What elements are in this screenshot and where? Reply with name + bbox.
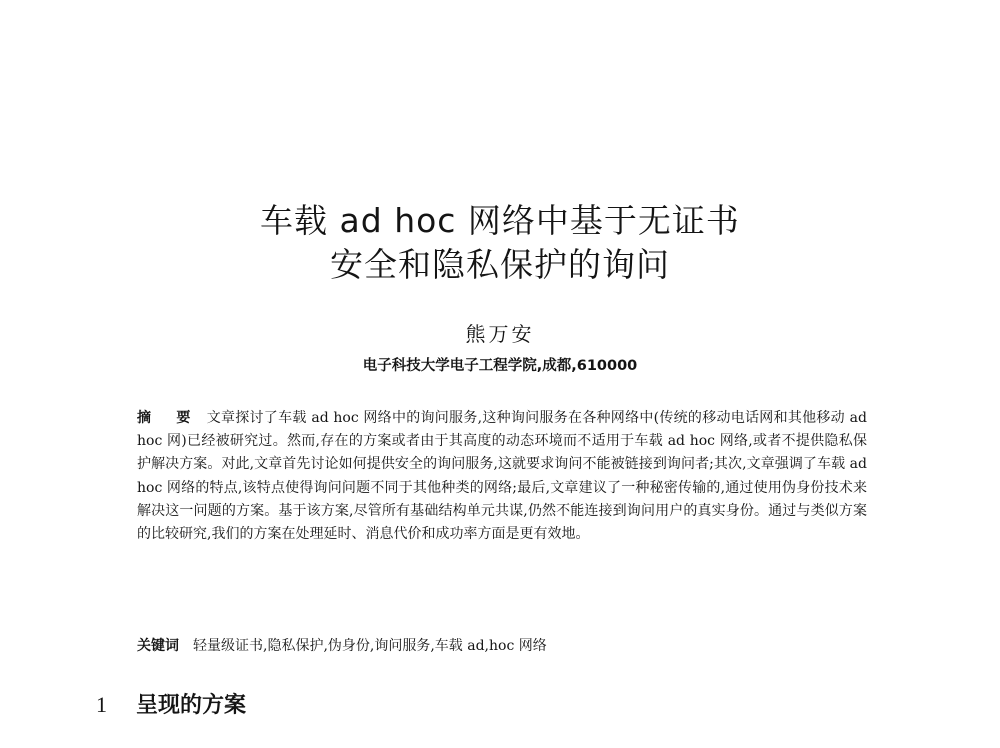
abstract-text: 文章探讨了车载 ad hoc 网络中的询问服务,这种询问服务在各种网络中(传统的移动电话网和其他移动 ad hoc 网)已经被研究过。然而,存在的方案或者由于其高度的动态环境而不适用于车载 ad hoc 网络,或者不提供隐私保护解决方案。对此,文章首先讨论如何提供安全的询问服务,这就要求询问不能被链接到询问者;其次,文章强调了车载 ad hoc 网络的特点,该特点使得询问问题不同于其他种类的网络;最后,文章建议了一种秘密传输的,通过使用伪身份技术来解决这一问题的方案。基于该方案,尽管所有基础结构单元共谋,仍然不能连接到询问用户的真实身份。通过与类似方案的比较研究,我们的方案在处理延时、消息代价和成功率方面是更有效地。 bbox=[137, 410, 867, 543]
keywords-label: 关键词 bbox=[137, 638, 179, 654]
abstract-paragraph bbox=[137, 407, 867, 546]
keywords-line bbox=[137, 636, 867, 656]
section-title: 呈现的方案 bbox=[136, 693, 247, 718]
author-name: 熊万安 bbox=[465, 322, 535, 346]
paper-title-line-2: 安全和隐私保护的询问 bbox=[330, 245, 670, 284]
paper-title-line-1: 车载 ad hoc 网络中基于无证书 bbox=[260, 201, 740, 240]
keywords-text: 轻量级证书,隐私保护,伪身份,询问服务,车载 ad,hoc 网络 bbox=[193, 638, 547, 654]
abstract-label: 摘 要 bbox=[137, 410, 201, 426]
section-heading bbox=[96, 690, 246, 721]
section-number: 1 bbox=[96, 692, 107, 717]
author-affiliation: 电子科技大学电子工程学院,成都,610000 bbox=[362, 358, 638, 374]
